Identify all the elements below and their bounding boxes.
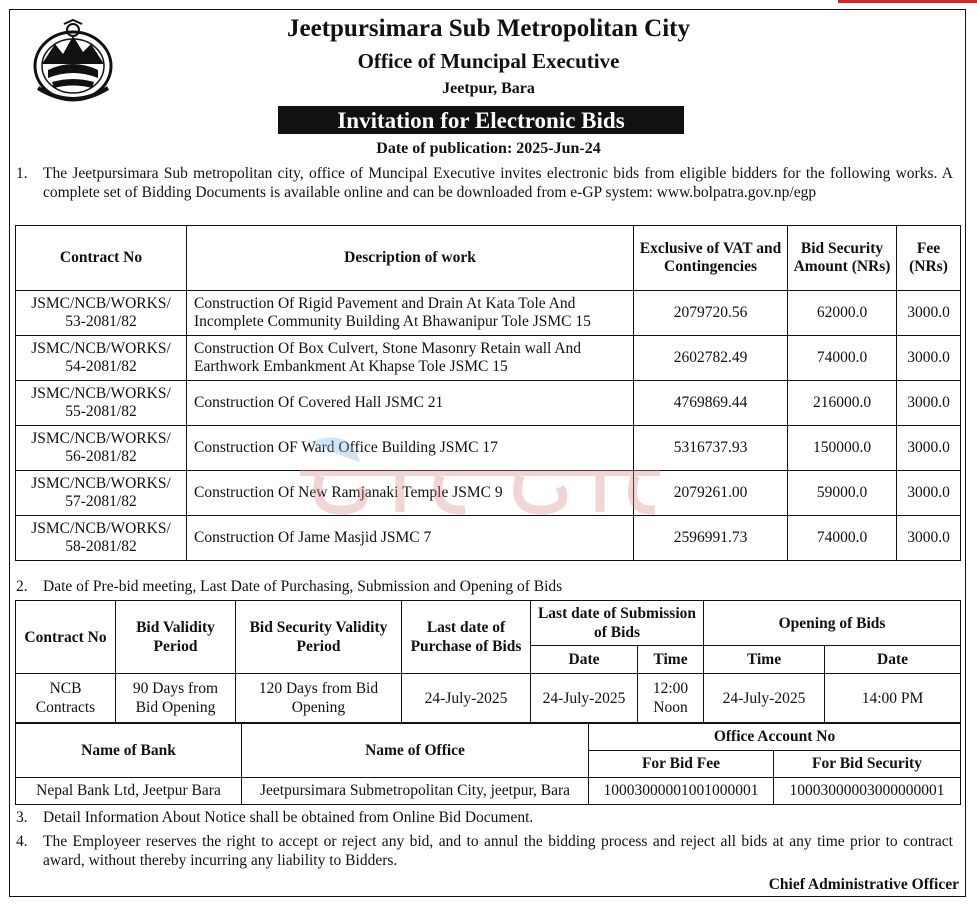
work-description: Construction OF Ward Office Building JSMC 17 (187, 426, 634, 471)
work-description: Construction Of Jame Masjid JSMC 7 (187, 516, 634, 561)
col-security: Bid Security Amount (NRs) (788, 226, 897, 291)
contract-no: JSMC/NCB/WORKS/ 58-2081/82 (16, 516, 187, 561)
table-row (16, 674, 961, 723)
security-amount: 62000.0 (788, 291, 897, 336)
contract-no: JSMC/NCB/WORKS/ 54-2081/82 (16, 336, 187, 381)
security-amount: 150000.0 (788, 426, 897, 471)
col-vat: Exclusive of VAT and Contingencies (634, 226, 788, 291)
col-contract-no: Contract No (16, 226, 187, 291)
fee-amount: 3000.0 (897, 516, 961, 561)
bank-account-table (15, 723, 961, 805)
col-submission-date: Date (531, 646, 638, 674)
col-purchase-date: Last date of Purchase of Bids (402, 601, 531, 674)
submission-date: 24-July-2025 (531, 674, 638, 723)
table-row (16, 336, 961, 381)
bid-validity: 90 Days from Bid Opening (116, 674, 236, 723)
vat-amount: 2596991.73 (634, 516, 788, 561)
clause-2 (16, 578, 953, 597)
opening-time: 24-July-2025 (704, 674, 825, 723)
clause-4 (16, 833, 953, 870)
publication-date: Date of publication: 2025-Jun-24 (376, 140, 601, 157)
contract-no: JSMC/NCB/WORKS/ 53-2081/82 (16, 291, 187, 336)
col-opening-date: Date (825, 646, 961, 674)
clause-text: Detail Information About Notice shall be obtained from Online Bid Document. (43, 809, 534, 826)
security-amount: 216000.0 (788, 381, 897, 426)
table-row (16, 516, 961, 561)
col-description: Description of work (187, 226, 634, 291)
fee-amount: 3000.0 (897, 291, 961, 336)
clause-text: The Jeetpursimara Sub metropolitan city, office of Muncipal Executive invites electronic bids from eligible bidders for the following works. A complete set of Bidding Documents is available online and can be downloaded from e-GP system: www.bolpatra.gov.np/egp (43, 165, 953, 201)
vat-amount: 5316737.93 (634, 426, 788, 471)
table-row (16, 471, 961, 516)
bid-dates-table (15, 600, 961, 723)
vat-amount: 2602782.49 (634, 336, 788, 381)
table-row (16, 381, 961, 426)
col-bank-name: Name of Bank (16, 724, 242, 778)
bank-header-row (16, 724, 961, 751)
contract-no: JSMC/NCB/WORKS/ 56-2081/82 (16, 426, 187, 471)
security-amount: 74000.0 (788, 336, 897, 381)
col-bid-security-account: For Bid Security (774, 751, 961, 778)
security-validity: 120 Days from Bid Opening (236, 674, 402, 723)
accent-line (838, 0, 977, 3)
vat-amount: 4769869.44 (634, 381, 788, 426)
clause-3 (16, 809, 953, 828)
fee-amount: 3000.0 (897, 381, 961, 426)
office-name: Jeetpursimara Submetropolitan City, jeetpur, Bara (242, 778, 589, 805)
clause-1 (16, 165, 953, 202)
table-row (16, 778, 961, 805)
vat-amount: 2079720.56 (634, 291, 788, 336)
bid-fee-account: 10003000001001000001 (589, 778, 774, 805)
work-description: Construction Of New Ramjanaki Temple JSMC 9 (187, 471, 634, 516)
clause-text: The Employeer reserves the right to accept or reject any bid, and to annul the bidding process and reject all bids at any time prior to contract award, without thereby incurring any liability to Bidders. (43, 833, 953, 869)
col-bid-validity: Bid Validity Period (116, 601, 236, 674)
col-account-no: Office Account No (589, 724, 961, 751)
vat-amount: 2079261.00 (634, 471, 788, 516)
col-opening-time: Time (704, 646, 825, 674)
clause-number: 1. (16, 165, 28, 182)
table-row (16, 291, 961, 336)
signatory-title: Chief Administrative Officer (768, 876, 959, 893)
works-header-row (16, 226, 961, 291)
contract-no: JSMC/NCB/WORKS/ 55-2081/82 (16, 381, 187, 426)
fee-amount: 3000.0 (897, 426, 961, 471)
col-security-validity: Bid Security Validity Period (236, 601, 402, 674)
col-bid-fee-account: For Bid Fee (589, 751, 774, 778)
col-fee: Fee (NRs) (897, 226, 961, 291)
col-office-name: Name of Office (242, 724, 589, 778)
contract-type: NCB Contracts (16, 674, 116, 723)
notice-banner: Invitation for Electronic Bids (278, 106, 684, 134)
fee-amount: 3000.0 (897, 471, 961, 516)
col-opening: Opening of Bids (704, 601, 961, 646)
opening-date: 14:00 PM (825, 674, 961, 723)
work-description: Construction Of Box Culvert, Stone Masonry Retain wall And Earthwork Embankment At Khapse Tole JSMC 15 (187, 336, 634, 381)
security-amount: 59000.0 (788, 471, 897, 516)
submission-time: 12:00 Noon (638, 674, 704, 723)
clause-number: 2. (16, 578, 28, 595)
purchase-date: 24-July-2025 (402, 674, 531, 723)
table-row (16, 426, 961, 471)
works-table (15, 225, 961, 561)
municipality-title: Jeetpursimara Sub Metropolitan City (287, 15, 690, 42)
bid-security-account: 10003000003000000001 (774, 778, 961, 805)
col-submission: Last date of Submission of Bids (531, 601, 704, 646)
dates-header-row (16, 601, 961, 646)
contract-no: JSMC/NCB/WORKS/ 57-2081/82 (16, 471, 187, 516)
col-submission-time: Time (638, 646, 704, 674)
col-contract-no: Contract No (16, 601, 116, 674)
location: Jeetpur, Bara (442, 80, 535, 97)
office-title: Office of Muncipal Executive (357, 49, 620, 73)
clause-number: 3. (16, 809, 28, 826)
work-description: Construction Of Covered Hall JSMC 21 (187, 381, 634, 426)
fee-amount: 3000.0 (897, 336, 961, 381)
clause-number: 4. (16, 833, 28, 850)
work-description: Construction Of Rigid Pavement and Drain At Kata Tole And Incomplete Community Building At Bhawanipur Tole JSMC 15 (187, 291, 634, 336)
clause-text: Date of Pre-bid meeting, Last Date of Purchasing, Submission and Opening of Bids (43, 578, 563, 595)
security-amount: 74000.0 (788, 516, 897, 561)
bank-name: Nepal Bank Ltd, Jeetpur Bara (16, 778, 242, 805)
